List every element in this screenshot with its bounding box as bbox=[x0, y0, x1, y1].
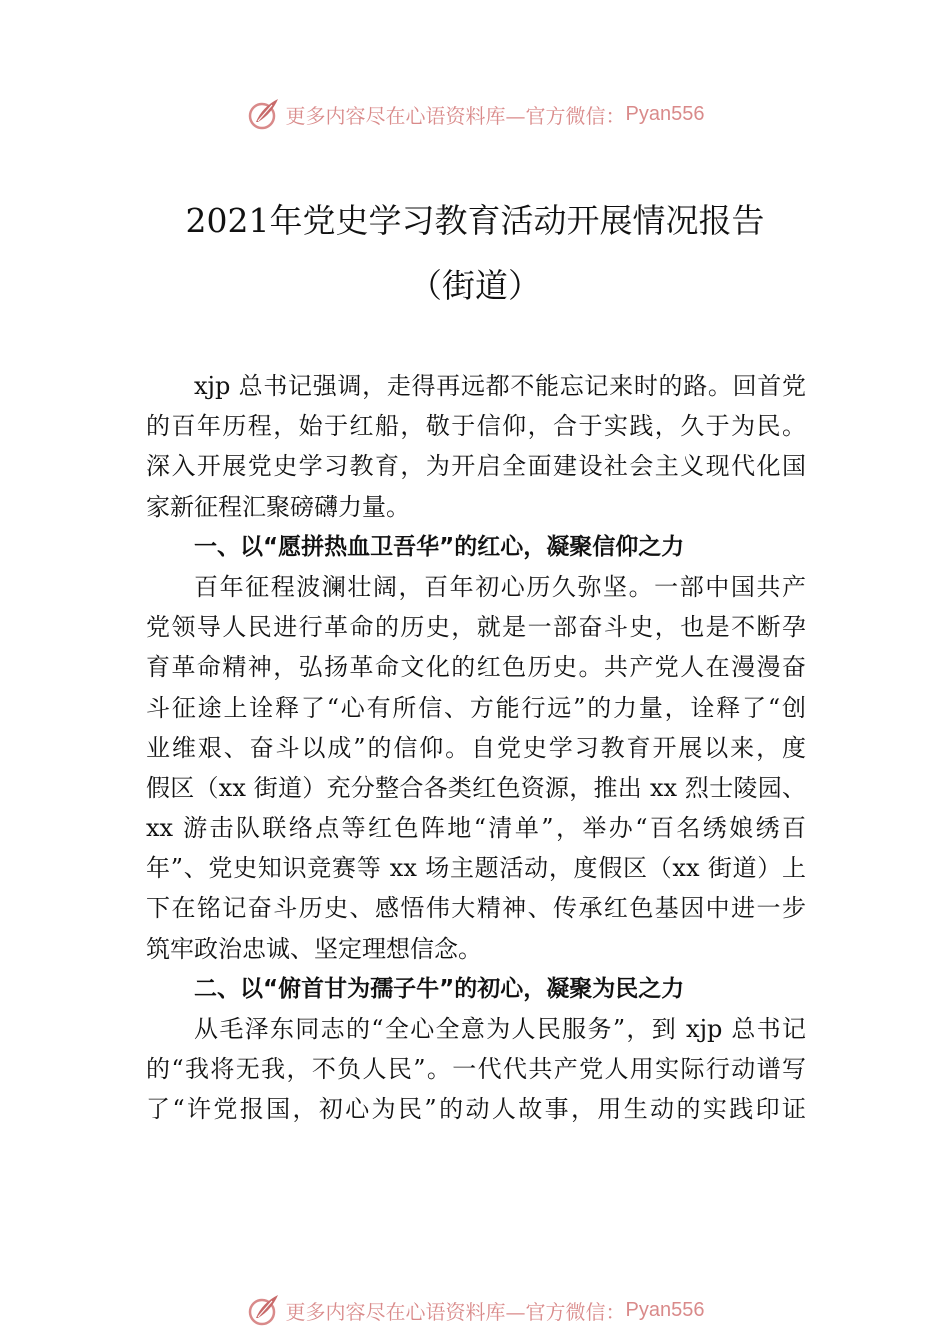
section-heading-2: 二、以“俯首甘为孺子牛”的初心，凝聚为民之力 bbox=[194, 975, 685, 1002]
watermark-text: 更多内容尽在心语资料库—官方微信： bbox=[285, 103, 626, 128]
paragraph-line: xx 游击队联络点等红色阵地“清单”，举办“百名绣娘绣百 bbox=[146, 814, 806, 843]
paragraph-line: 筑牢政治忠诚、坚定理想信念。 bbox=[146, 934, 482, 963]
document-body bbox=[146, 366, 806, 1130]
feather-pen-logo-icon bbox=[246, 1292, 282, 1328]
paragraph-line: 百年征程波澜壮阔，百年初心历久弥坚。一部中国共产 bbox=[194, 572, 806, 601]
feather-pen-logo-icon bbox=[246, 96, 282, 132]
watermark-text: 更多内容尽在心语资料库—官方微信： bbox=[285, 1299, 626, 1324]
paragraph-line: 假区（xx 街道）充分整合各类红色资源，推出 xx 烈士陵园、 bbox=[146, 773, 806, 802]
paragraph-line: 党领导人民进行革命的历史，就是一部奋斗史，也是不断孕 bbox=[146, 613, 806, 642]
paragraph-line: 了“许党报国，初心为民”的动人故事，用生动的实践印证 bbox=[146, 1095, 806, 1124]
paragraph-line: 育革命精神，弘扬革命文化的红色历史。共产党人在漫漫奋 bbox=[146, 653, 806, 682]
paragraph-line: 从毛泽东同志的“全心全意为人民服务”，到 xjp 总书记 bbox=[194, 1015, 806, 1043]
paragraph-line: xjp 总书记强调，走得再远都不能忘记来时的路。回首党 bbox=[194, 372, 806, 400]
paragraph-line: 家新征程汇聚磅礴力量。 bbox=[146, 492, 410, 521]
document-title: 2021年党史学习教育活动开展情况报告 bbox=[185, 201, 765, 240]
footer-watermark-banner bbox=[0, 1290, 950, 1330]
paragraph-line: 斗征途上诠释了“心有所信、方能行远”的力量，诠释了“创 bbox=[146, 693, 806, 722]
paragraph-line: 的百年历程，始于红船，敬于信仰，合于实践，久于为民。 bbox=[146, 412, 806, 441]
paragraph-line: 年”、党史知识竞赛等 xx 场主题活动，度假区（xx 街道）上 bbox=[146, 854, 806, 883]
paragraph-line: 下在铭记奋斗历史、感悟伟大精神、传承红色基因中进一步 bbox=[146, 894, 806, 923]
watermark-wechat-id: Pyan556 bbox=[625, 102, 705, 125]
paragraph-line: 深入开展党史学习教育，为开启全面建设社会主义现代化国 bbox=[146, 452, 806, 481]
paragraph-line: 业维艰、奋斗以成”的信仰。自党史学习教育开展以来，度 bbox=[146, 733, 806, 762]
paragraph-line: 的“我将无我，不负人民”。一代代共产党人用实际行动谱写 bbox=[146, 1055, 806, 1084]
watermark-wechat-id: Pyan556 bbox=[625, 1298, 705, 1321]
header-watermark-banner bbox=[0, 94, 950, 134]
section-heading-1: 一、以“愿拼热血卫吾华”的红心，凝聚信仰之力 bbox=[194, 533, 685, 560]
document-subtitle: （街道） bbox=[409, 266, 541, 305]
